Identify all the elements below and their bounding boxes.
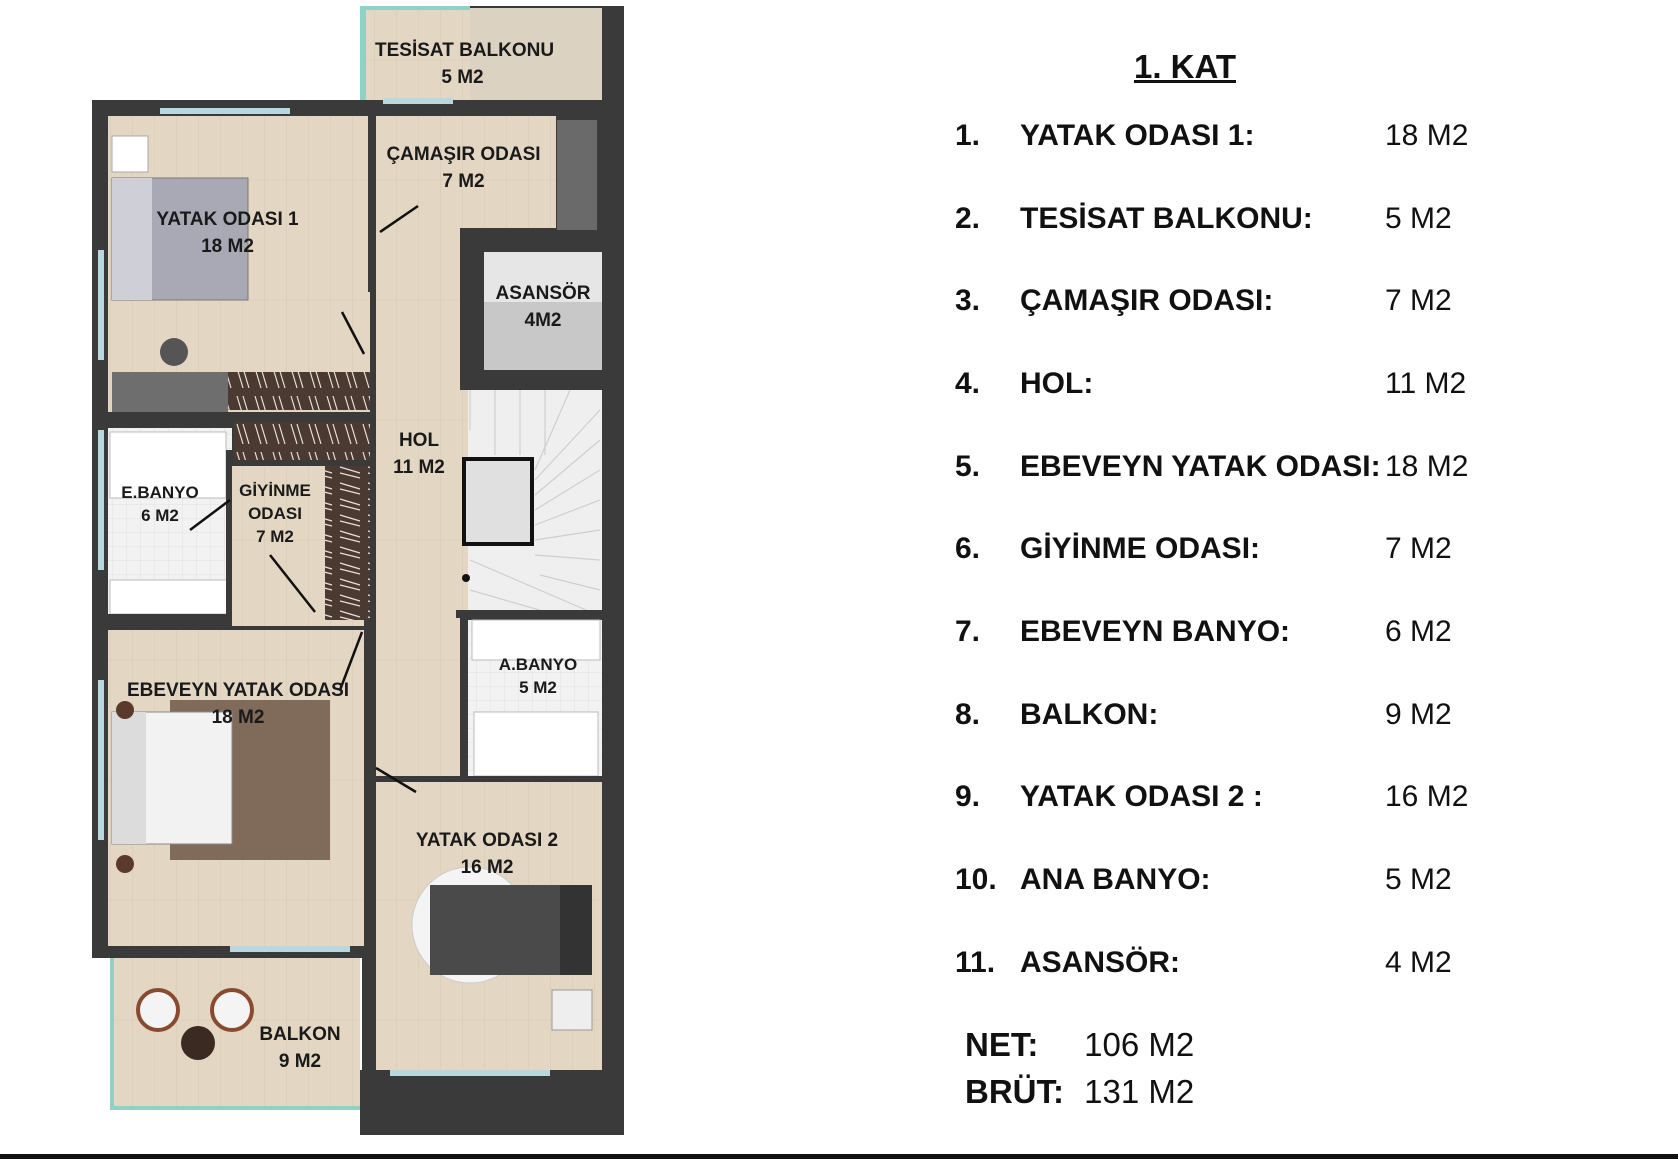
legend-item <box>955 450 1575 490</box>
washer-unit <box>557 120 597 230</box>
floor-plan-drawing <box>0 0 700 1160</box>
room-label-asansor <box>484 280 602 334</box>
legend-item <box>955 532 1575 572</box>
legend-item-name: YATAK ODASI 1: <box>1020 119 1255 152</box>
legend-item-area: 16 M2 <box>1385 780 1469 813</box>
bottom-divider <box>0 1154 1678 1159</box>
room-label-yatak-odasi-2 <box>392 827 582 881</box>
legend-item-name: ANA BANYO: <box>1020 863 1211 896</box>
legend-item-name: BALKON: <box>1020 698 1159 731</box>
legend-item-area: 7 M2 <box>1385 284 1452 317</box>
legend-item-name: HOL: <box>1020 367 1094 400</box>
wardrobe-top <box>234 420 370 460</box>
room-area: 5 M2 <box>441 67 484 88</box>
room-area: 7 M2 <box>256 527 294 546</box>
legend-item <box>955 615 1575 655</box>
room-name: HOL <box>398 430 440 451</box>
legend-item-name: TESİSAT BALKONU: <box>1020 202 1313 235</box>
legend-item-number: 5. <box>955 450 981 483</box>
legend-item-number: 1. <box>955 119 981 152</box>
gross-area <box>965 1073 1194 1111</box>
room-area: 16 M2 <box>460 857 514 878</box>
legend-item-name: YATAK ODASI 2 : <box>1020 780 1263 813</box>
room-label-giyinme-odasi <box>232 479 318 548</box>
a-banyo-tub <box>474 712 598 776</box>
legend-item-area: 9 M2 <box>1385 698 1452 731</box>
legend-item-number: 10. <box>955 863 997 896</box>
balcony-glass <box>110 958 114 1110</box>
legend-item-name: ÇAMAŞIR ODASI: <box>1020 284 1274 317</box>
legend-item-area: 11 M2 <box>1385 367 1467 400</box>
brut-label: BRÜT: <box>965 1073 1064 1110</box>
room-label-camasir-odasi <box>376 141 551 195</box>
room-name: GİYİNME <box>239 481 311 500</box>
legend-item-name: EBEVEYN BANYO: <box>1020 615 1291 648</box>
room-label-a-banyo <box>488 653 588 699</box>
legend-item-name: GİYİNME ODASI: <box>1020 532 1261 565</box>
room-name: EBEVEYN YATAK ODASI <box>126 680 350 701</box>
net-area <box>965 1026 1194 1064</box>
legend-item <box>955 946 1575 986</box>
wardrobe-bed1 <box>226 372 370 410</box>
room-name: A.BANYO <box>498 655 578 674</box>
room-area: 11 M2 <box>393 457 445 478</box>
desk <box>112 372 228 412</box>
legend-item-area: 4 M2 <box>1385 946 1452 979</box>
room-label-e-banyo <box>118 481 202 527</box>
legend-item-number: 9. <box>955 780 981 813</box>
legend-item-number: 2. <box>955 202 981 235</box>
room-name: ÇAMAŞIR ODASI <box>386 144 541 165</box>
legend-item-area: 5 M2 <box>1385 202 1452 235</box>
net-label: NET: <box>965 1026 1039 1063</box>
room-label-tesisat-balkonu <box>375 37 555 91</box>
area-legend <box>955 0 1575 1120</box>
room-area: 4M2 <box>524 310 562 331</box>
room-name: E.BANYO <box>121 483 199 502</box>
room-name: YATAK ODASI 2 <box>415 830 559 851</box>
legend-item-area: 7 M2 <box>1385 532 1452 565</box>
legend-item <box>955 698 1575 738</box>
brut-value: 131 M2 <box>1084 1073 1195 1110</box>
stair-void <box>464 459 532 544</box>
legend-item-number: 11. <box>955 946 996 979</box>
legend-item-area: 18 M2 <box>1385 450 1469 483</box>
room-name: ASANSÖR <box>495 283 591 304</box>
room-label-yatak-odasi-1 <box>140 206 315 260</box>
room-name: YATAK ODASI 1 <box>156 209 299 230</box>
legend-title: 1. KAT <box>1133 48 1237 85</box>
legend-item-number: 4. <box>955 367 981 400</box>
legend-item <box>955 202 1575 242</box>
room-area: 5 M2 <box>519 678 557 697</box>
net-value: 106 M2 <box>1084 1026 1195 1063</box>
legend-item-area: 18 M2 <box>1385 119 1469 152</box>
room-label-hol <box>376 427 462 481</box>
room-name: BALKON <box>259 1024 341 1045</box>
legend-item-name: EBEVEYN YATAK ODASI: <box>1020 450 1381 483</box>
legend-item-number: 8. <box>955 698 981 731</box>
legend-item <box>955 780 1575 820</box>
legend-item-number: 6. <box>955 532 981 565</box>
room-label-balkon <box>245 1021 355 1075</box>
floor-hol <box>376 228 468 780</box>
legend-item-number: 3. <box>955 284 981 317</box>
legend-item-area: 5 M2 <box>1385 863 1452 896</box>
legend-item <box>955 367 1575 407</box>
legend-item-area: 6 M2 <box>1385 615 1452 648</box>
room-label-ebeveyn-yatak-odasi <box>118 677 358 731</box>
legend-item-number: 7. <box>955 615 981 648</box>
room-area: 18 M2 <box>201 236 254 257</box>
legend-item <box>955 119 1575 159</box>
legend-item <box>955 284 1575 324</box>
room-name: TESİSAT BALKONU <box>375 40 555 61</box>
floor-plan <box>0 0 700 1160</box>
legend-item <box>955 863 1575 903</box>
room-area: 7 M2 <box>442 171 485 192</box>
room-area: 18 M2 <box>211 707 265 728</box>
legend-item-name: ASANSÖR: <box>1020 946 1181 979</box>
room-area: 6 M2 <box>141 506 179 525</box>
tesisat-glass <box>360 6 366 100</box>
room-name-line2: ODASI <box>248 504 302 523</box>
wardrobe-side <box>325 466 370 620</box>
e-banyo-sink <box>110 580 230 614</box>
room-area: 9 M2 <box>278 1051 322 1072</box>
